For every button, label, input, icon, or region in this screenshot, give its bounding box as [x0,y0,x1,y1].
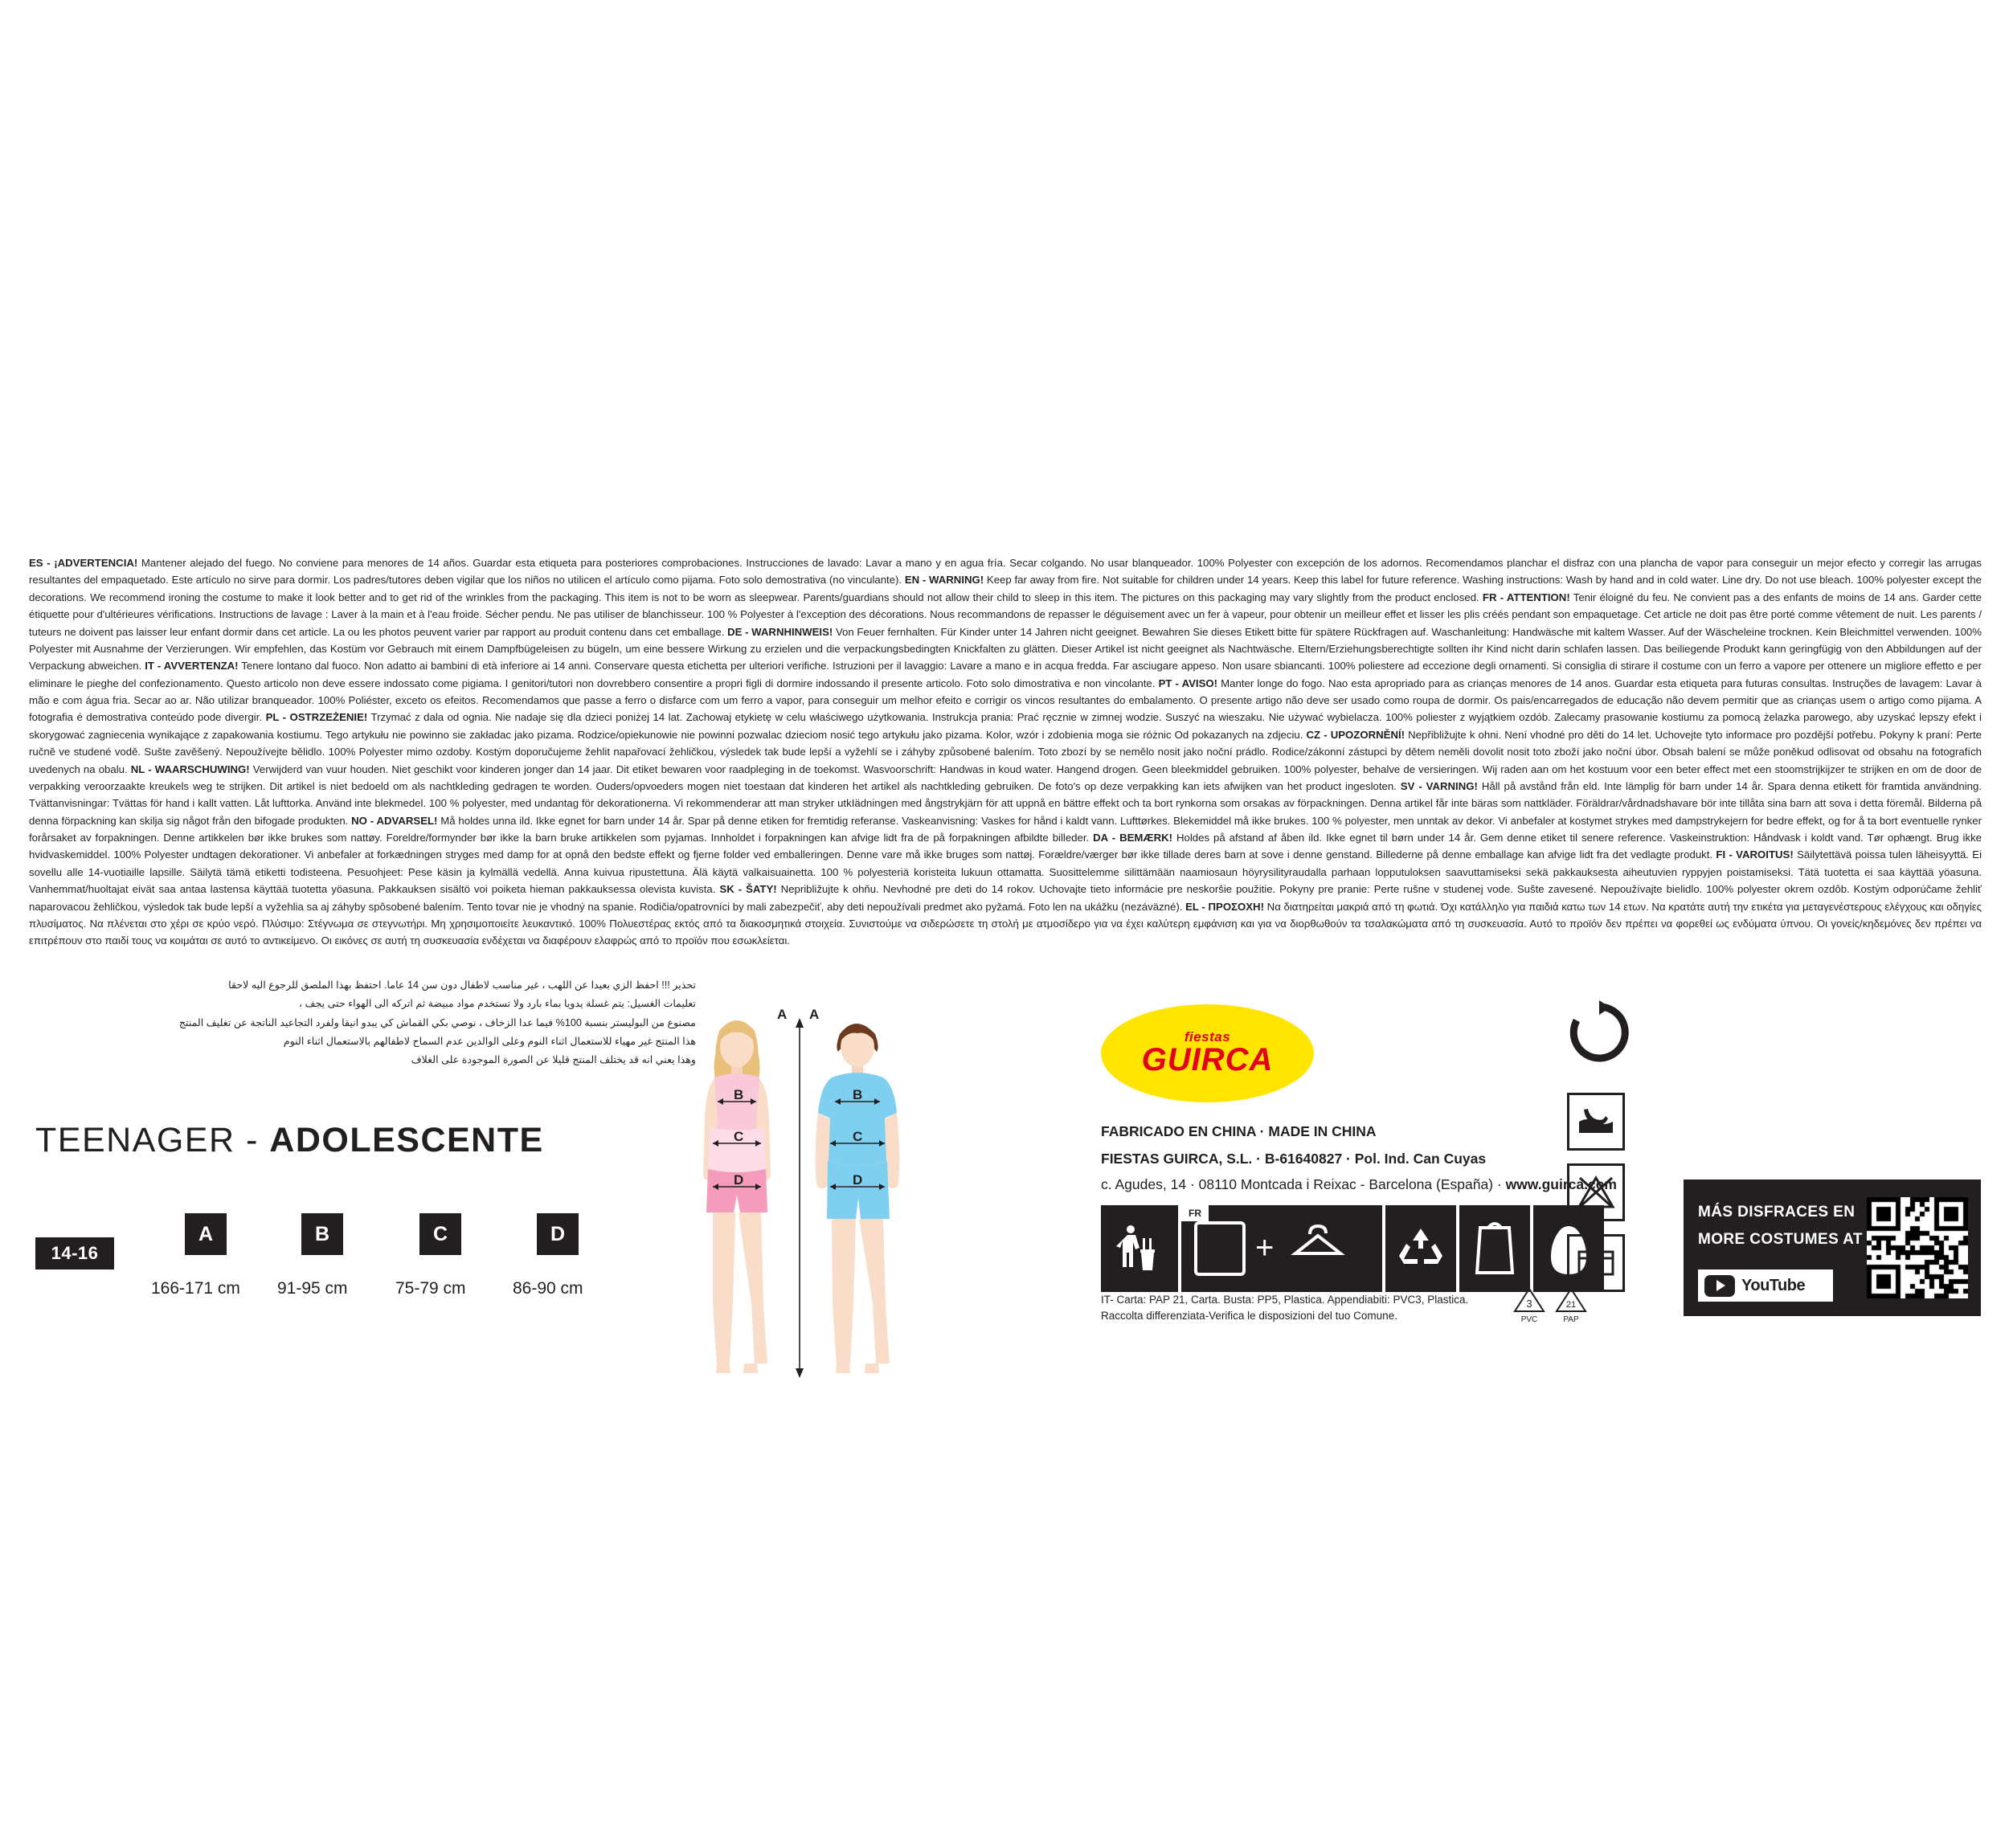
hand-wash-icon [1567,1093,1625,1151]
company-line [1101,1151,1486,1167]
svg-text:+: + [1255,1230,1275,1265]
made-in-text: FABRICADO EN CHINA · MADE IN CHINA [1101,1123,1377,1139]
boy-label-d: D [853,1172,863,1188]
youtube-badge[interactable] [1698,1269,1833,1302]
packaging-caption-line2: Raccolta differenziata-Verifica le disposizioni del tuo Comune. [1101,1310,1397,1323]
guirca-logo [1101,1004,1314,1102]
arabic-line: مصنوع من البوليستر بنسبة 100% فيما عدا الزخاف ، نوصي بكي القماش كي يبدو انيقا ولفرد التجاعيد الناتجة عن تغليف المنتج [178,1016,696,1028]
qr-code[interactable] [1867,1197,1968,1298]
promo-line-1: MÁS DISFRACES EN [1698,1204,1856,1220]
size-title-bold: ADOLESCENTE [269,1121,544,1159]
packaging-caption [1101,1292,1583,1325]
axis-label-right-a: A [809,1007,820,1022]
fr-flag-tag: FR [1181,1205,1209,1221]
measure-letter-c: C [419,1213,461,1255]
figures-illustration [687,1000,1025,1450]
youtube-play-icon [1704,1275,1735,1297]
arabic-line: تعليمات الغسيل: يتم غسلة يدويا بماء بارد ولا تستخدم مواد مبيضة ثم اتركه الى الهواء حتى يجف ، [298,998,696,1010]
size-title-prefix: TEENAGER - [35,1121,270,1159]
recycle-arrow-icon [1567,1000,1631,1065]
do-not-bleach-icon [1567,1163,1625,1221]
address-line [1101,1176,1617,1193]
girl-label-c: C [734,1129,744,1144]
pvc-symbol [1512,1286,1546,1328]
made-in-line [1101,1123,1377,1140]
measure-letter-a: A [185,1213,227,1255]
measure-value-b: 91-95 cm [277,1279,348,1298]
girl-figure [703,1020,771,1373]
promo-line-2: MORE COSTUMES AT [1698,1231,1863,1248]
measure-value-d: 86-90 cm [513,1279,583,1298]
recycle-loop-icon [1385,1205,1456,1292]
measure-letter-b: B [301,1213,343,1255]
size-title [35,1121,544,1160]
arabic-line: وهذا يعني انه قد يختلف المنتج قليلا عن الصورة الموجودة على الغلاف [411,1054,696,1066]
plastic-bag-icon [1459,1205,1530,1292]
dispose-properly-icon [1101,1205,1178,1292]
girl-label-d: D [734,1172,744,1188]
line-dry-icon [1567,1234,1625,1292]
measurement-figures [687,1000,1025,1450]
svg-text:PAP: PAP [1563,1315,1579,1324]
website-text[interactable]: www.guirca.com [1505,1176,1617,1192]
svg-text:21: 21 [1565,1300,1577,1310]
box-hanger-icon [1181,1205,1382,1292]
packaging-caption-line1: IT- Carta: PAP 21, Carta. Busta: PP5, Plastica. Appendiabiti: PVC3, Plastica. [1101,1294,1469,1306]
address-text: c. Agudes, 14 · 08110 Montcada i Reixac - Barcelona (España) · [1101,1176,1506,1192]
svg-text:3: 3 [1526,1298,1532,1310]
boy-label-b: B [853,1087,863,1102]
logo-guirca-text: GUIRCA [1141,1041,1274,1077]
measure-value-c: 75-79 cm [395,1279,466,1298]
arabic-warnings [29,976,696,1069]
axis-label-left-a: A [777,1007,788,1022]
multilanguage-warnings [29,554,1982,950]
boy-label-c: C [853,1129,863,1144]
company-text: FIESTAS GUIRCA, S.L. · B-61640827 · Pol. Ind. Can Cuyas [1101,1151,1487,1167]
logo-fiestas-text: fiestas [1184,1028,1231,1045]
more-costumes-panel[interactable] [1684,1180,1981,1316]
svg-text:PVC: PVC [1520,1315,1538,1324]
arabic-line: تحذير !!! احفظ الزي بعيدا عن اللهب ، غير مناسب لاطفال دون سن 14 عاما. احتفظ بهذا الملصق للرجوع اليه لاحقا [228,979,696,991]
measure-value-a: 166-171 cm [151,1279,240,1298]
girl-label-b: B [734,1087,744,1102]
boy-figure [816,1024,899,1373]
size-badge: 14-16 [35,1237,114,1269]
warnings-paragraph: ES - ¡ADVERTENCIA! Mantener alejado del fuego. No conviene para menores de 14 años. Guardar esta etiqueta para posteriores comprobaciones. Instrucciones de lavado: Lavar a mano y en agua fría. Secar colgando. No usar blanqueador. 100% Polyester con excepción de los adornos. Recomendamos planchar el disfraz con una plancha de vapor para conseguir un mejor efecto y corregir las arrugas resultantes del empaquetado. Este artículo no sirve para dormir. Los padres/tutores deben vigilar que los niños no utilicen el artículo como pijama. Foto solo demostrativa (no vinculante). EN - WARNING! Keep far away from fire. Not suitable for children under 14 years. Keep this label for future reference. Washing instructions: Wash by hand and in cold water. Line dry. Do not use bleach. 100% polyester except the decorations. We recommend ironing the costume to make it look better and to get rid of the wrinkles from the packaging. This item is not to be worn as sleepwear. Parents/guardians should not allow their child to sleep in this item. The pictures on this packaging may vary slightly from the product enclosed. FR - ATTENTION! Tenir éloigné du feu. Ne convient pas a des enfants de moins de 14 ans. Garder cette étiquette pour d'ultérieures vérifications. Instructions de lavage : Laver à la main et à l'eau froide. Sécher pendu. Ne pas utiliser de blanchisseur. 100 % Polyester à l'exception des décorations. Nous recommandons de repasser le déguisement avec un fer à vapeur, pour obtenir un meilleur effet et lisser les plis créés pendant son empaquetage. Cet article ne doit pas être porté comme vêtement de nuit. Les parents / tuteurs ne doivent pas laisser leur enfant dormir dans cet article. La ou les photos peuvent varier par rapport au produit contenu dans cet emballage. DE - WARNHINWEIS! Von Feuer fernhalten. Für Kinder unter 14 Jahren nicht geeignet. Bewahren Sie dieses Etikett bitte für spätere Rückfragen auf. Waschanleitung: Handwäsche mit kaltem Wasser. Auf der Wäscheleine trocknen. Kein Bleichmittel verwenden. 100% Polyester mit Ausnahme der Verzierungen. Wir empfehlen, das Kostüm vor Gebrauch mit einem Dampfbügeleisen zu bügeln, um eine bessere Wirkung zu erzielen und die verpackungsbedingten Knickfalten zu glätten. Dieser Artikel ist nicht geeignet als Nachtwäsche. Eltern/Erziehungsberechtigte sollten ihr Kind nicht darin schlafen lassen. Das beiliegende Produkt kann geringfügig von den Abbildungen auf der Verpackung abweichen. IT - AVVERTENZA! Tenere lontano dal fuoco. Non adatto ai bambini di età inferiore ai 14 anni. Conservare questa etichetta per ulteriori verifiche. Istruzioni per il lavaggio: Lavare a mano e in acqua fredda. Far asciugare appeso. Non usare sbiancanti. 100% poliestere ad eccezione degli ornamenti. Si consiglia di stirare il costume con un ferro a vapore per ottenere un migliore effetto e per eliminare le pieghe del confezionamento. Questo articolo non deve essere indossato come pigiama. I genitori/tutori non dovrebbero consentire a propri figli di dormire indossando il presente articolo. Foto solo dimostrativa e non vincolante. PT - AVISO! Manter longe do fogo. Nao esta apropriado para as crianças menores de 14 anos. Guardar esta etiqueta para futuras consultas. Instruções de lavagem: Lavar à mão e com água fria. Secar ao ar. Não utilizar branqueador. 100% Poliéster, exceto os efeitos. Recomendamos que passe a ferro o disfarce com um ferro a vapor, para conseguir um melhor efeito e corrigir os vincos resultantes do embalamento. O presente artigo não deve ser usado como roupa de dormir. Os pais/encarregados de educação não devem permitir que as crianças usem o artigo como pijama. A fotografia é demostrativa conteúdo pode divergir. PL - OSTRZEŻENIE! Trzymać z dala od ognia. Nie nadaje się dla dzieci poniżej 14 lat. Zachowaj etykietę w celu właściwego użytkowania. Instrukcja prania: Prać ręcznie w zimnej wodzie. Suszyć na wieszaku. Nie używać wybielacza. 100% poliester z wyjątkiem ozdób. Zalecamy prasowanie kostiumu za pomocą żelazka parowego, aby uzyskać lepszy efekt i skorygować zagniecenia wynikające z zapakowania kostiumu. Tego artykułu nie powinno sie zakładac jako pizama. Rodzice/opiekunowie nie powinni pozwalac dzieciom nosić tego artykułu jako pizama. Kolor, wzór i zdobienia moga sie różnic Od pokazanych na zdjeciu. CZ - UPOZORNĚNÍ! Nepřibližujte k ohni. Není vhodné pro děti do 14 let. Uchovejte tyto informace pro pozdější potřebu. Pokyny k praní: Perte ručně ve studené vodě. Sušte zavěšený. Nepoužívejte bělidlo. 100% Polyester mimo ozdoby. Kostým doporučujeme žehlit napařovací žehličkou, výsledek tak bude lepší a vyžehlí se i záhyby způsobené balením. Toto zbozí by se nemělo nosit jako noční prádlo. Rodice/zákonní zástupci by dětem neměli dovolit nosit toto zboží jako noční úbor. Obsah balení se může poněkud odlisovat od obsahu na fotografích uvedenych na obalu. NL - WAARSCHUWING! Verwijderd van vuur houden. Niet geschikt voor kinderen jonger dan 14 jaar. Dit etiket bewaren voor raadpleging in de toekomst. Wasvoorschrift: Handwas in koud water. Hangend drogen. Geen bleekmiddel gebruiken. 100% polyester, behalve de versieringen. Wij raden aan om het kostuum voor een beter effect met een stoomstrijkijzer te strijken en om de door de verpakking veroorzaakte kreukels weg te strijken. Dit artikel is niet bedoeld om als nachtkleding gedragen te worden. Ouders/opvoeders mogen niet toestaan dat kinderen het artikel als nachtkleding gebruiken. De foto's op deze verpakking kan iets afwijken van het product ingesloten. SV - VARNING! Håll på avstånd från eld. Inte lämplig för barn under 14 år. Spara denna etikett för framtida användning. Tvättanvisningar: Tvättas för hand i kallt vatten. Låt lufttorka. Använd inte blekmedel. 100 % polyester, med undantag för dekorationerna. Vi rekommenderar att man stryker utkIädningen med ångstrykjärn för att uppnå en bättre effekt och ta bort rynkorna som orsakas av förpackningen. Denna artikel får inte bäras som nattkläder. Föräldrar/vårdnadshavare bör inte tillåta sina barn att sova i detta föremål. Bilderna på denna förpackning kan skilja sig något från den bifogade produkten. NO - ADVARSEL! Må holdes unna ild. Ikke egnet for barn under 14 år. Spar på denne etiken for fremtidig referanse. Vaskeanvisning: Vaskes for hånd i kaldt vann. Lufttørkes. Blekemiddel må ikke brukes. 100 % polyester, men unntak av dekor. Vi anbefaler at kostymet strykes med dampstrykejern for bedre effekt, og for å ta bort eventuelle rynker forårsaket av forpakningen. Denne artikkelen bør ikke brukes som nattøy. Foreldre/formynder bør ikke la barn bruke artikkelen som pyjamas. Innholdet i forpakningen kan afvige lidt fra de på forpakningen afbildte billeder. DA - BEMÆRK! Holdes på afstand af åben ild. Ikke egnet til børn under 14 år. Gem denne etiket til senere reference. Vaskeinstruktion: Håndvask i koldt vand. Tør ophængt. Brug ikke hvidvaskemiddel. 100% Polyester undtagen dekorationer. Vi anbefaler at forkædningen stryges med damp for at opnå den bedste effekt og fjerne folder ved emballeringen. Denne vare må ikke bruges som nattøj. Forældre/værger bør ikke tillade deres barn at sove i denne genstand. Billederne på denne emballage kan afvige lidt fra det vedlagte produkt. FI - VAROITUS! Säilytettävä poissa tulen läheisyyttä. Ei sovellu alle 14-vuotiaille lapsille. Säilytä tämä etiketti todisteena. Pesuohjeet: Pese käsin ja kylmällä vedellä. Anna kuivua ripustettuna. Älä käytä valkaisuainetta. 100 % polyesteriä koristeita lukuun ottamatta. Suosittelemme silittämään naamiosaun höyrysilityraudalla parhaan lopputuloksen saavuttamiseksi sekä pakkauksesta aiheutuvien ryppyjen poistamiseksi. Tätä tuotetta ei saa käyttää yöasuna. Vanhemmat/huoltajat eivät saa antaa lastensa käyttää tuotetta yöasuna. Pakkauksen sisältö voi poiketa hieman pakkauksessa olevista kuvista. SK - ŠATY! Nepribližujte k ohňu. Nevhodné pre deti do 14 rokov. Uchovajte tieto informácie pre neskoršie použitie. Pokyny pre pranie: Perte rušne v studenej vode. Sušte zavesené. Nepoužívajte bielidlo. 100% polyester okrem ozdôb. Kostým odporúčame žehliť naparovacou žehličkou, výsledok tak bude lepší a vyžehlia sa aj záhyby spôsobené balením. Tento tovar nie je vhodný na spanie. Rodičia/opatrovníci by mali zabezpečiť, aby deti nepoužívali predmet ako pyžamá. Foto len na ukážku (nezáväzné). EL - ΠΡΟΣΟΧΗ! Να διατηρείται μακριά από τη φωτιά. Όχι κατάλληλο για παιδιά κατω των 14 ετων. Να κρατάτε αυτή την ετικέτα για μεταγενέστερους ελέγχους και οδηγίες πλυσίματος. Να πλένεται στο χέρι σε κρύο νερό. Πλύσιμο: Στέγνωμα σε στεγνωτήρι. Μη χρησιμοποιείτε λευκαντικό. 100% Πολυεστέρας εκτός από τα διακοσμητικά στοιχεία. Συνιστούμε να σιδερώσετε τη στολή με ατμοσίδερο για να έχει καλύτερη εμφάνιση και για να διορθωθούν τα τσαλακώματα από τη συσκευασία. Αυτό το προϊόν δεν πρέπει να φορεθεί ως ενδύματα ύπνου. Οι γονείς/κηδεμόνες δεν πρέπει να επιτρέπουν στο παιδί τους να κοιμάται σε αυτό το αντικείμενο. Οι εικόνες σε αυτή τη συσκευασία ενδέχεται να διαφέρουν ελαφρώς από το προϊόν που εσωκλείεται. [29,557,1982,947]
measure-letter-d: D [537,1213,579,1255]
youtube-label: YouTube [1741,1276,1806,1294]
arabic-line: هذا المنتج غير مهياء للاستعمال اثناء النوم وعلى الوالدين عدم السماح لاطفالهم بالاستعمال اثناء النوم [283,1035,696,1047]
